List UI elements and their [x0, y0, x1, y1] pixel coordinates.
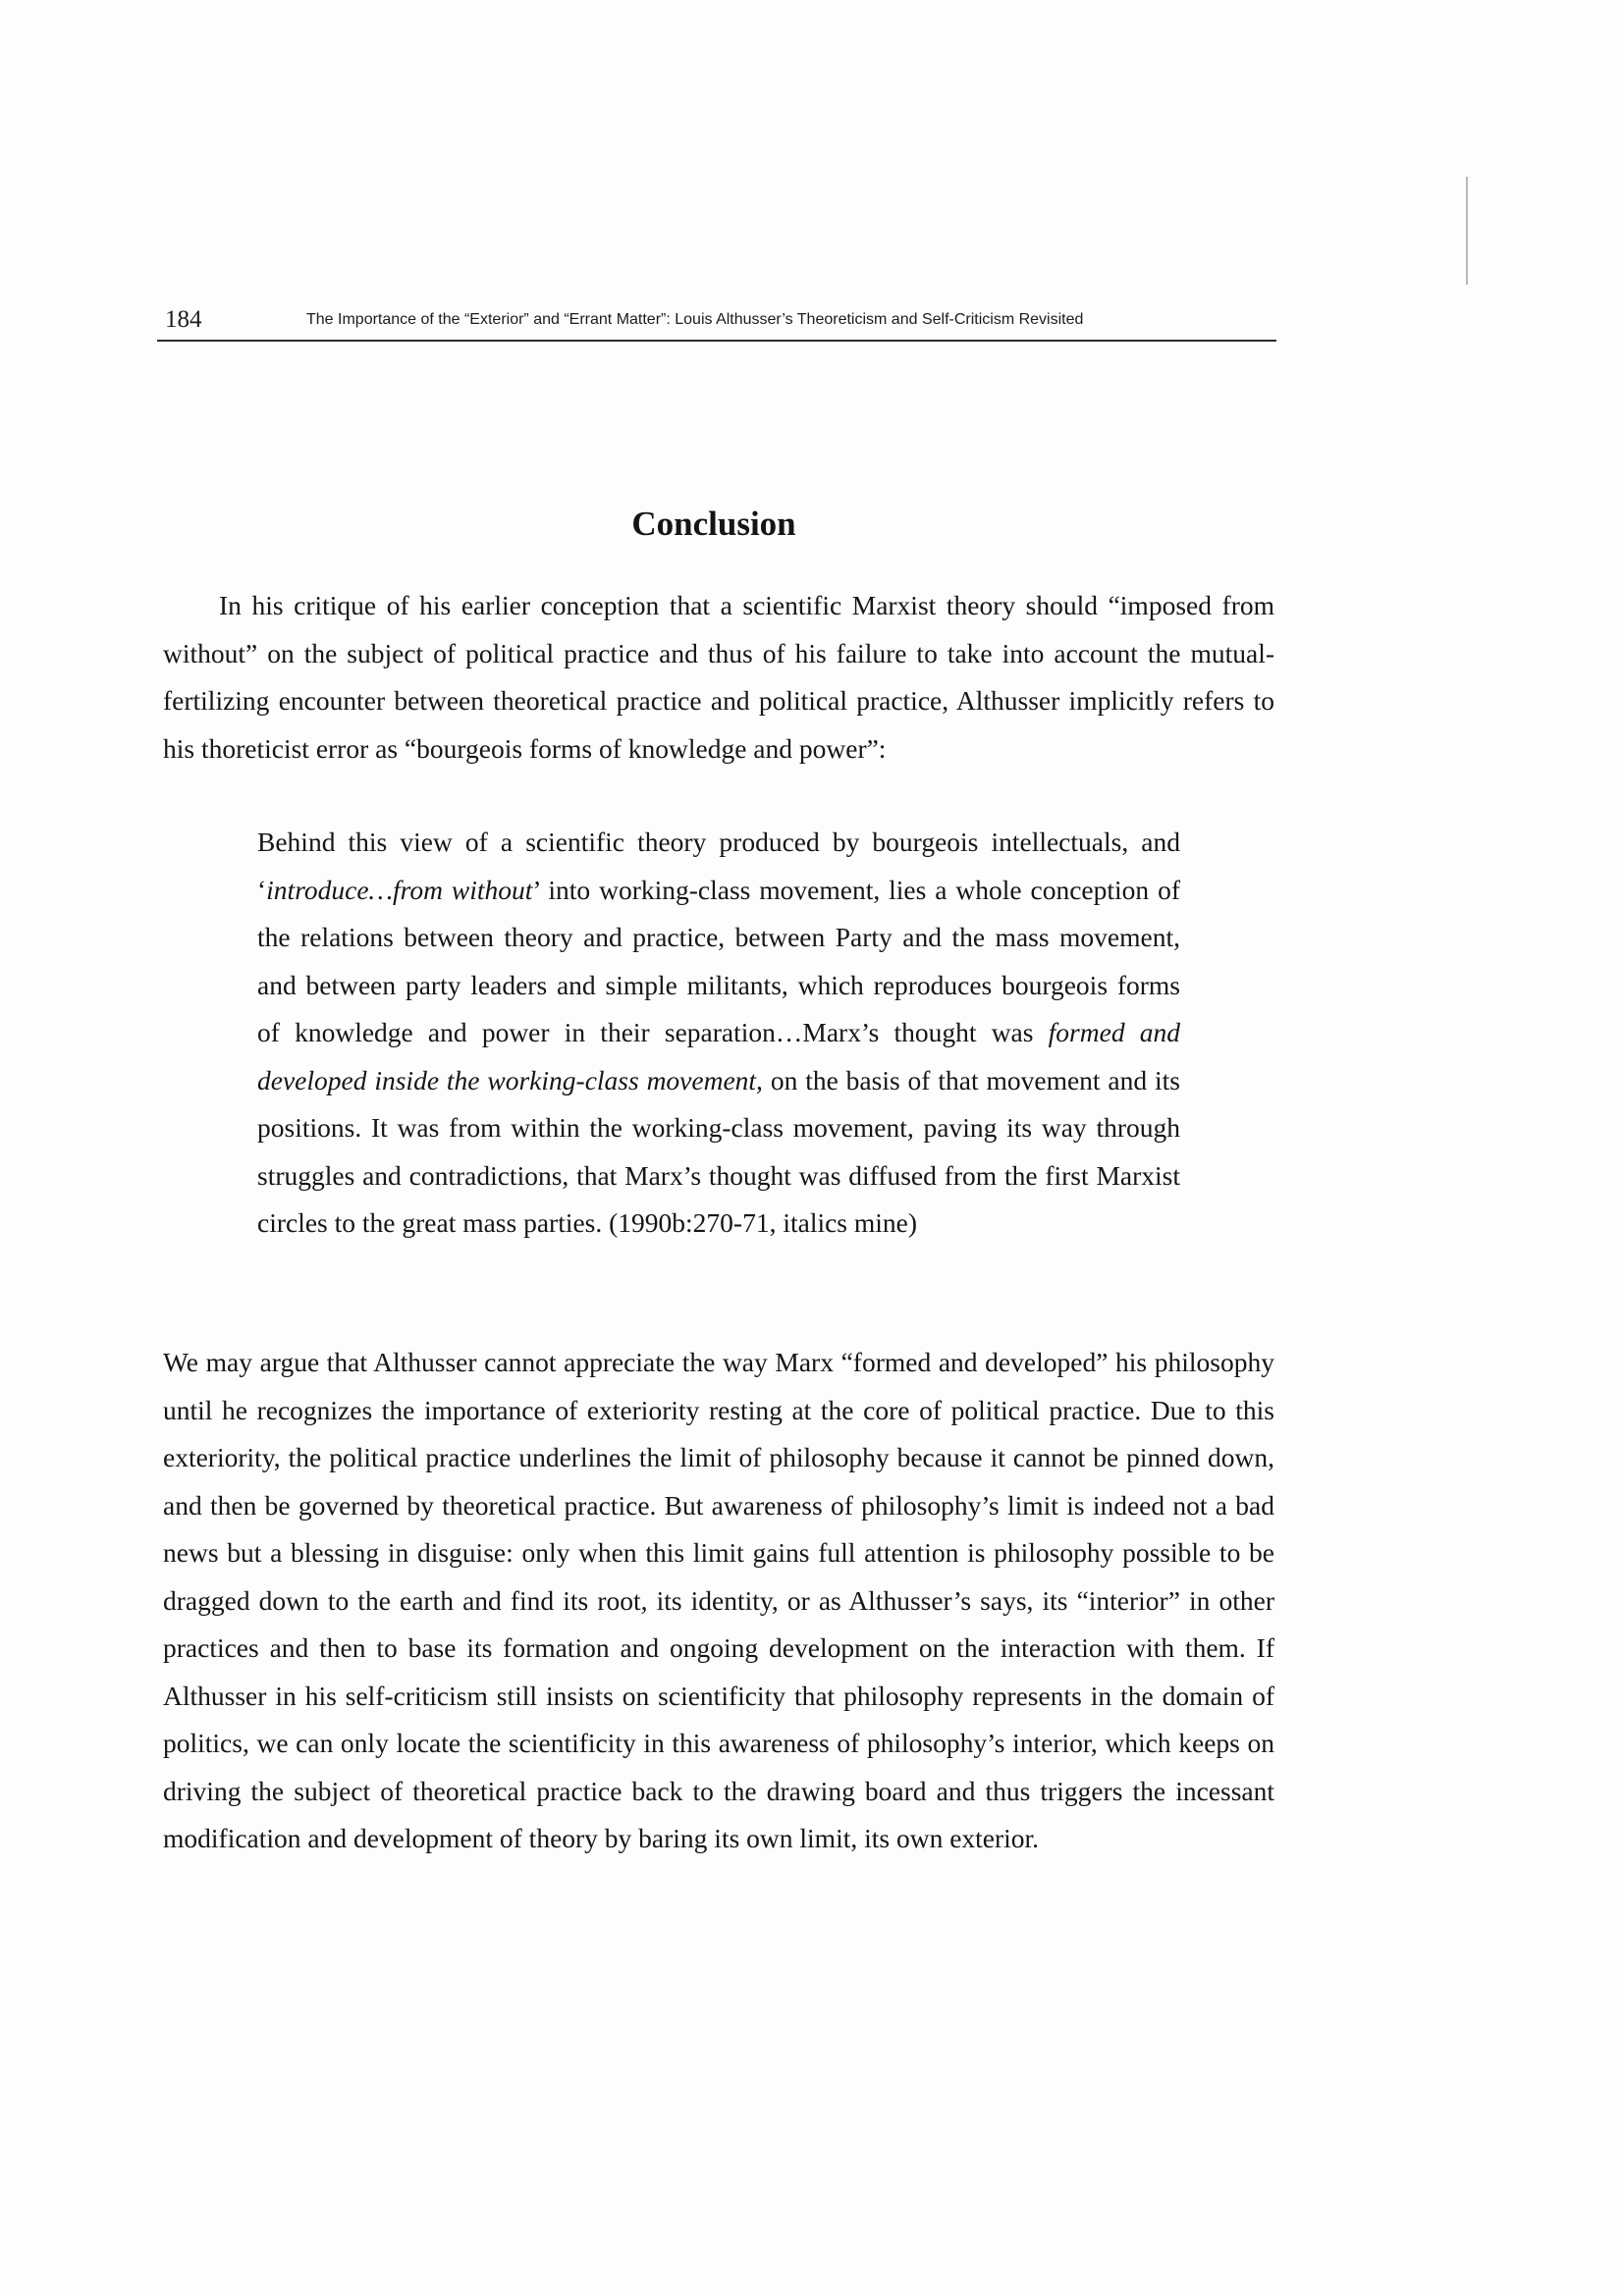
quote-italic-2: formed and developed inside the working-class movement, — [257, 1017, 1180, 1095]
page-number: 184 — [165, 306, 202, 333]
scan-margin-line — [1466, 177, 1468, 285]
body-paragraph-2: We may argue that Althusser cannot appreciate the way Marx “formed and developed” his philosophy until he recognizes the importance of exteriority resting at the core of political practice. Due to this exteriority, the political practice underlines the limit of philosophy because it cannot be pinned down, and then be governed by theoretical practice. But awareness of philosophy’s limit is indeed not a bad news but a blessing in disguise: only when this limit gains full attention is philosophy possible to be dragged down to the earth and find its root, its identity, or as Althusser’s says, its “interior” in other practices and then to base its formation and ongoing development on the interaction with them. If Althusser in his self-criticism still insists on scientificity that philosophy represents in the domain of politics, we can only locate the scientificity in this awareness of philosophy’s interior, which keeps on driving the subject of theoretical practice back to the drawing board and thus triggers the incessant modification and development of theory by baring its own limit, its own exterior. — [163, 1347, 1274, 1853]
section-title: Conclusion — [631, 505, 796, 543]
quote-italic-1: introduce…from without — [266, 874, 533, 905]
page-header — [157, 298, 1276, 342]
quote-text-2: ’ into working-class movement, lies a whole conception of the relations between theory and practice, between Party and the mass movement, and between party leaders and simple militants, which reproduces bourgeois forms of knowledge and power in their separation…Marx’s thought was — [257, 874, 1180, 1047]
running-title: The Importance of the “Exterior” and “Errant Matter”: Louis Althusser’s Theoreticism and Self-Criticism Revisited — [306, 311, 1084, 328]
quote-text-3: on the basis of that movement and its positions. It was from within the working-class movement, paving its way through struggles and contradictions, that Marx’s thought was diffused from the first Marxist circles to the great mass parties. (1990b:270-71, italics mine) — [257, 1064, 1181, 1238]
quote-text-1: Behind this view of a scientific theory produced by bourgeois intellectuals, and ‘ — [257, 827, 1180, 905]
body-paragraph-1: In his critique of his earlier conception that a scientific Marxist theory should “imposed from without” on the subject of political practice and thus of his failure to take into account the mutual-fertilizing encounter between theoretical practice and political practice, Althusser implicitly refers to his thoreticist error as “bourgeois forms of knowledge and power”: — [163, 590, 1274, 764]
block-quote — [257, 819, 1180, 1248]
